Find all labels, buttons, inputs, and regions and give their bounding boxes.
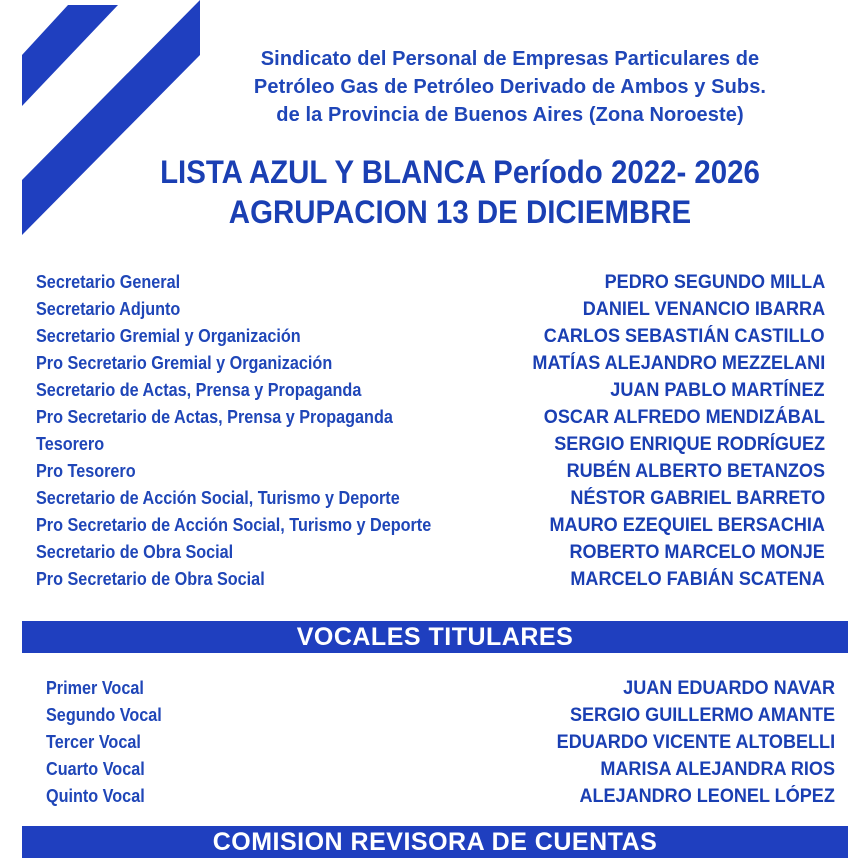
member-name: OSCAR ALFREDO MENDIZÁBAL	[543, 407, 825, 428]
vocal-row	[46, 786, 835, 812]
member-name: SERGIO GUILLERMO AMANTE	[569, 705, 835, 726]
comision-heading: COMISION REVISORA DE CUENTAS	[22, 826, 848, 858]
vocal-row	[46, 759, 835, 785]
role-label: Pro Secretario de Acción Social, Turismo y Deporte	[36, 515, 432, 535]
member-name: EDUARDO VICENTE ALTOBELLI	[556, 732, 835, 753]
role-label: Pro Secretario de Obra Social	[36, 569, 265, 589]
stripe-top	[22, 5, 118, 106]
member-name: MAURO EZEQUIEL BERSACHIA	[549, 515, 825, 536]
board-row	[36, 569, 825, 595]
member-name: MARCELO FABIÁN SCATENA	[570, 569, 825, 590]
role-label: Tercer Vocal	[46, 732, 141, 752]
role-label: Quinto Vocal	[46, 786, 145, 806]
member-name: MATÍAS ALEJANDRO MEZZELANI	[532, 353, 825, 374]
member-name: ROBERTO MARCELO MONJE	[569, 542, 825, 563]
board-row	[36, 434, 825, 460]
role-label: Secretario Adjunto	[36, 299, 181, 319]
vocales-heading: VOCALES TITULARES	[22, 621, 848, 653]
board-row	[36, 380, 825, 406]
role-label: Secretario Gremial y Organización	[36, 326, 301, 346]
board-row	[36, 407, 825, 433]
board-row	[36, 326, 825, 352]
role-label: Segundo Vocal	[46, 705, 162, 725]
role-label: Pro Secretario Gremial y Organización	[36, 353, 333, 373]
board-row	[36, 542, 825, 568]
role-label: Cuarto Vocal	[46, 759, 145, 779]
board-row	[36, 299, 825, 325]
list-title: LISTA AZUL Y BLANCA Período 2022- 2026	[160, 154, 760, 190]
union-name-line-1: Sindicato del Personal de Empresas Particulares de	[260, 48, 760, 70]
role-label: Primer Vocal	[46, 678, 144, 698]
member-name: NÉSTOR GABRIEL BARRETO	[570, 488, 825, 509]
member-name: JUAN PABLO MARTÍNEZ	[610, 380, 825, 401]
board-row	[36, 461, 825, 487]
board-row	[36, 515, 825, 541]
role-label: Pro Tesorero	[36, 461, 136, 481]
role-label: Secretario General	[36, 272, 181, 292]
union-name-line-3: de la Provincia de Buenos Aires (Zona Noroeste)	[276, 104, 744, 126]
vocal-row	[46, 705, 835, 731]
vocal-row	[46, 732, 835, 758]
group-title: AGRUPACION 13 DE DICIEMBRE	[228, 194, 692, 230]
member-name: MARISA ALEJANDRA RIOS	[600, 759, 835, 780]
member-name: CARLOS SEBASTIÁN CASTILLO	[544, 326, 825, 347]
member-name: SERGIO ENRIQUE RODRÍGUEZ	[554, 434, 825, 455]
member-name: ALEJANDRO LEONEL LÓPEZ	[579, 786, 835, 807]
union-name-line-2: Petróleo Gas de Petróleo Derivado de Ambos y Subs.	[253, 76, 767, 98]
role-label: Pro Secretario de Actas, Prensa y Propaganda	[36, 407, 393, 427]
vocal-row	[46, 678, 835, 704]
board-row	[36, 488, 825, 514]
role-label: Tesorero	[36, 434, 105, 454]
member-name: JUAN EDUARDO NAVAR	[623, 678, 835, 699]
role-label: Secretario de Acción Social, Turismo y Deporte	[36, 488, 400, 508]
role-label: Secretario de Obra Social	[36, 542, 234, 562]
member-name: RUBÉN ALBERTO BETANZOS	[566, 461, 825, 482]
board-row	[36, 272, 825, 298]
member-name: PEDRO SEGUNDO MILLA	[604, 272, 825, 293]
board-row	[36, 353, 825, 379]
role-label: Secretario de Actas, Prensa y Propaganda	[36, 380, 362, 400]
member-name: DANIEL VENANCIO IBARRA	[582, 299, 825, 320]
